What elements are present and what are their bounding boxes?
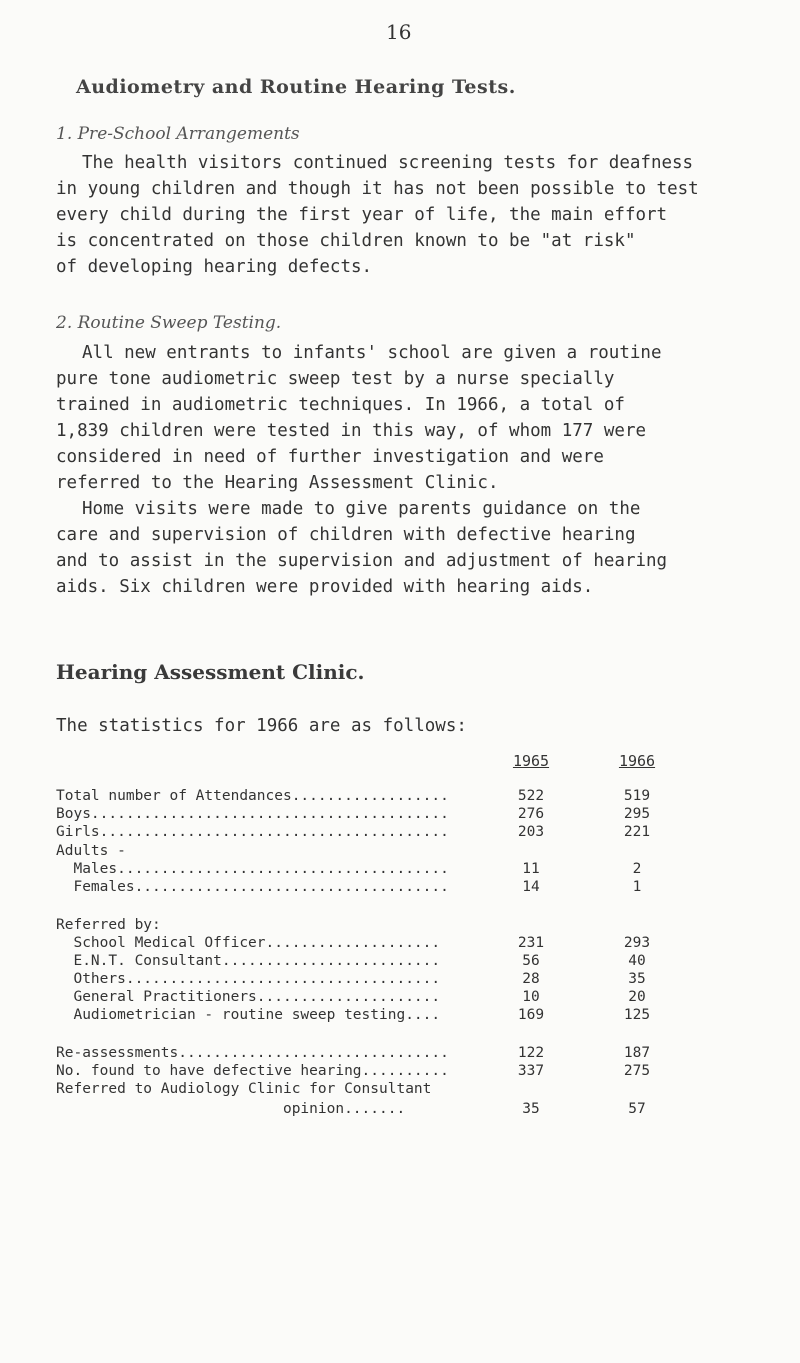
year-header-1966: 1966 <box>618 752 656 770</box>
row-label: School Medical Officer.................... <box>56 935 441 951</box>
value-1965: 203 <box>517 824 545 840</box>
value-1966: 295 <box>623 806 651 822</box>
row-label: Males...................................... <box>56 861 449 877</box>
value-1966: 1 <box>632 879 642 895</box>
table-row <box>56 1101 776 1119</box>
table-row <box>56 806 776 824</box>
value-1966: 293 <box>623 935 651 951</box>
value-1966: 275 <box>623 1063 651 1079</box>
table-row <box>56 1045 776 1063</box>
text-line: and to assist in the supervision and adjustment of hearing <box>56 551 668 571</box>
value-1965: 337 <box>517 1063 545 1079</box>
page-number: 16 <box>386 20 412 44</box>
year-header-1965: 1965 <box>512 752 550 770</box>
text-line: aids. Six children were provided with hearing aids. <box>56 577 594 597</box>
text-line: pure tone audiometric sweep test by a nurse specially <box>56 369 615 389</box>
table-row <box>56 843 776 861</box>
row-label: Total number of Attendances.................. <box>56 788 449 804</box>
table-row <box>56 971 776 989</box>
value-1965: 56 <box>522 953 540 969</box>
text-line: care and supervision of children with defective hearing <box>56 525 636 545</box>
table-row <box>56 917 776 935</box>
row-label: Referred by: <box>56 917 161 933</box>
row-label: Boys......................................... <box>56 806 449 822</box>
text-line: every child during the first year of life, the main effort <box>56 205 668 225</box>
table-row <box>56 1063 776 1081</box>
row-label: General Practitioners..................... <box>56 989 441 1005</box>
table-row <box>56 861 776 879</box>
section-pre-school-text <box>56 150 776 280</box>
table-row <box>56 879 776 897</box>
row-label: Audiometrician - routine sweep testing.... <box>56 1007 441 1023</box>
text-line: referred to the Hearing Assessment Clinic. <box>56 473 499 493</box>
row-label: E.N.T. Consultant......................... <box>56 953 441 969</box>
text-line: considered in need of further investigation and were <box>56 447 604 467</box>
table-row <box>56 788 776 806</box>
text-line: All new entrants to infants' school are given a routine <box>82 343 662 363</box>
text-line: Home visits were made to give parents guidance on the <box>82 499 641 519</box>
row-label: Girls........................................ <box>56 824 449 840</box>
table-row <box>56 935 776 953</box>
value-1965: 14 <box>522 879 540 895</box>
row-label: Adults - <box>56 843 126 859</box>
row-label: No. found to have defective hearing.......... <box>56 1063 449 1079</box>
text-line: trained in audiometric techniques. In 1966, a total of <box>56 395 625 415</box>
row-label: Re-assessments............................... <box>56 1045 449 1061</box>
section-sweep-testing-title: 2. Routine Sweep Testing. <box>56 313 282 333</box>
value-1965: 11 <box>522 861 540 877</box>
value-1965: 35 <box>522 1101 540 1117</box>
text-line: is concentrated on those children known to be "at risk" <box>56 231 636 251</box>
page-heading: Audiometry and Routine Hearing Tests. <box>76 76 516 98</box>
table-row <box>56 989 776 1007</box>
section-pre-school-title: 1. Pre-School Arrangements <box>56 124 300 144</box>
table-row <box>56 824 776 842</box>
section-sweep-testing-text <box>56 340 776 600</box>
clinic-heading: Hearing Assessment Clinic. <box>56 660 365 684</box>
value-1965: 231 <box>517 935 545 951</box>
value-1965: 276 <box>517 806 545 822</box>
text-line: The health visitors continued screening tests for deafness <box>82 153 694 173</box>
table-row <box>56 1007 776 1025</box>
text-line: 1,839 children were tested in this way, of whom 177 were <box>56 421 647 441</box>
table-row <box>56 1081 776 1099</box>
value-1965: 28 <box>522 971 540 987</box>
table-row <box>56 953 776 971</box>
value-1966: 40 <box>628 953 646 969</box>
clinic-intro: The statistics for 1966 are as follows: <box>56 716 467 736</box>
value-1966: 57 <box>628 1101 646 1117</box>
value-1965: 169 <box>517 1007 545 1023</box>
row-label: Referred to Audiology Clinic for Consultant <box>56 1081 432 1097</box>
value-1965: 10 <box>522 989 540 1005</box>
value-1965: 122 <box>517 1045 545 1061</box>
value-1966: 2 <box>632 861 642 877</box>
text-line: of developing hearing defects. <box>56 257 373 277</box>
row-label: Females.................................... <box>56 879 449 895</box>
value-1966: 35 <box>628 971 646 987</box>
value-1965: 522 <box>517 788 545 804</box>
value-1966: 20 <box>628 989 646 1005</box>
row-label: opinion....... <box>56 1101 406 1117</box>
text-line: in young children and though it has not been possible to test <box>56 179 699 199</box>
value-1966: 125 <box>623 1007 651 1023</box>
value-1966: 187 <box>623 1045 651 1061</box>
value-1966: 519 <box>623 788 651 804</box>
row-label: Others.................................... <box>56 971 441 987</box>
value-1966: 221 <box>623 824 651 840</box>
